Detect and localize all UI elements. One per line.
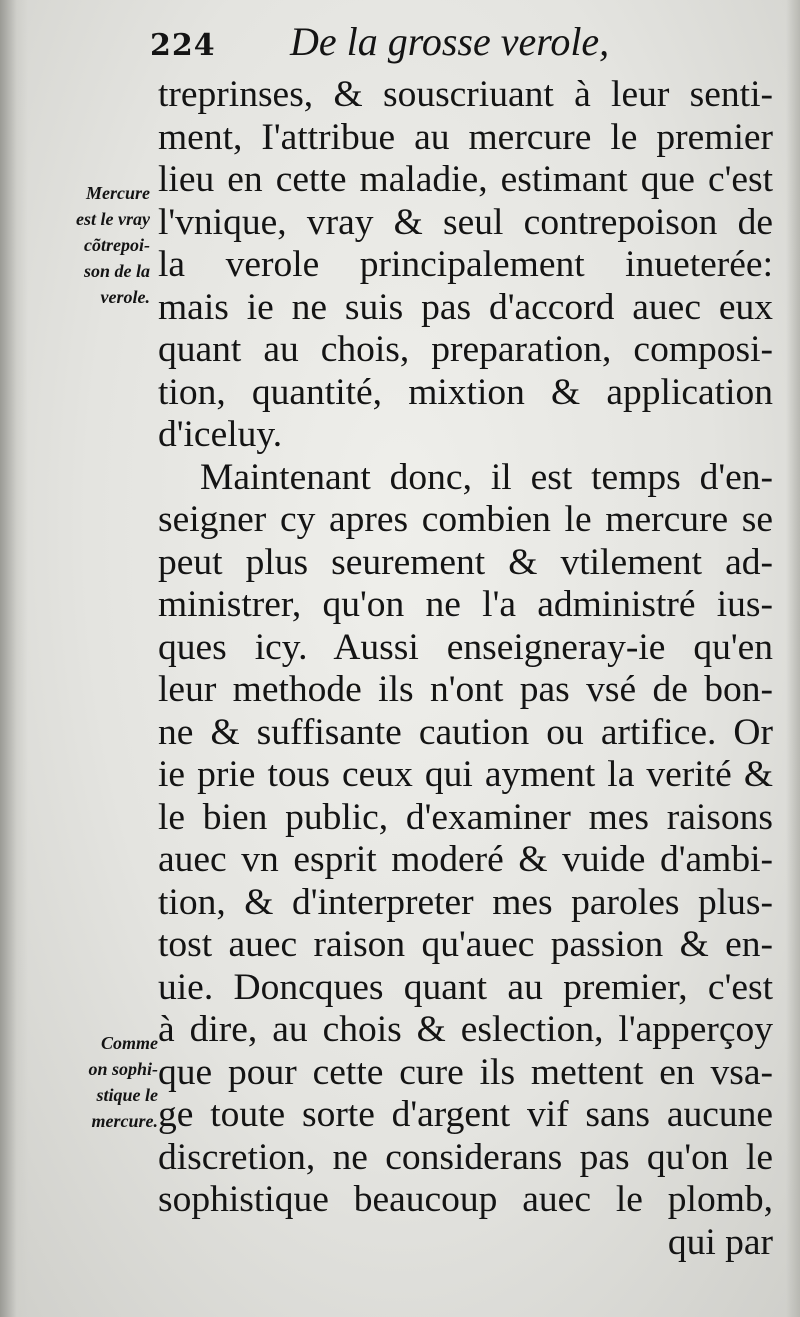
margin-note-sophistique	[40, 1030, 158, 1134]
text-line: peut plus seurement & vtilement ad-	[158, 541, 773, 583]
text-line: seigner cy apres combien le mercure se	[158, 499, 773, 540]
text-line: ge toute sorte d'argent vif sans aucune	[158, 1094, 773, 1135]
text-line: treprinses, & souscriuant à leur senti-	[158, 74, 773, 115]
text-line: sophistique beaucoup auec le plomb,	[158, 1179, 773, 1220]
text-line: l'vnique, vray & seul contrepoison de	[158, 201, 773, 243]
catchword: qui par	[667, 1221, 773, 1263]
running-head: De la grosse verole,	[290, 19, 610, 64]
text-line: tion, quantité, mixtion & application	[158, 371, 773, 413]
text-line: ie prie tous ceux qui ayment la verité &	[158, 754, 773, 795]
text-line: discretion, ne considerans pas qu'on le	[158, 1136, 773, 1178]
text-line: quant au chois, preparation, composi-	[158, 329, 773, 370]
text-line: auec vn esprit moderé & vuide d'ambi-	[158, 839, 773, 880]
text-line: la verole principalement inueterée:	[158, 244, 773, 285]
text-line: tost auec raison qu'auec passion & en-	[158, 924, 773, 965]
text-line: tion, & d'interpreter mes paroles plus-	[158, 881, 773, 923]
text-line: lieu en cette maladie, estimant que c'est	[158, 159, 773, 200]
text-line: ques icy. Aussi enseigneray-ie qu'en	[158, 626, 773, 668]
paragraph-start-line: Maintenant donc, il est temps d'en-	[200, 456, 773, 498]
margin-note-line: son de la	[83, 261, 150, 281]
text-line: mais ie ne suis pas d'accord auec eux	[158, 286, 773, 328]
margin-note-line: est le vray	[76, 209, 150, 229]
page-header	[150, 18, 609, 74]
margin-note-line: cõtrepoi-	[84, 235, 150, 255]
text-line: d'iceluy.	[158, 414, 283, 455]
text-line: leur methode ils n'ont pas vsé de bon-	[158, 669, 773, 710]
margin-note-line: stique le	[96, 1085, 158, 1105]
text-line: le bien public, d'examiner mes raisons	[158, 796, 773, 838]
margin-note-line: on sophi-	[88, 1059, 158, 1079]
margin-note-mercure	[36, 180, 150, 310]
text-line: que pour cette cure ils mettent en vsa-	[158, 1051, 773, 1093]
margin-note-line: mercure.	[91, 1111, 158, 1131]
text-line: ne & suffisante caution ou artifice. Or	[158, 711, 773, 753]
text-line: ministrer, qu'on ne l'a administré ius-	[158, 584, 773, 625]
text-line: uie. Doncques quant au premier, c'est	[158, 966, 773, 1008]
text-line: à dire, au chois & eslection, l'apperçoy	[158, 1009, 773, 1050]
margin-note-line: Mercure	[86, 183, 150, 203]
text-line: ment, I'attribue au mercure le premier	[158, 116, 773, 158]
page-number: 224	[150, 28, 216, 63]
body-text	[158, 74, 773, 1264]
margin-note-line: Comme	[101, 1033, 158, 1053]
margin-note-line: verole.	[100, 287, 150, 307]
